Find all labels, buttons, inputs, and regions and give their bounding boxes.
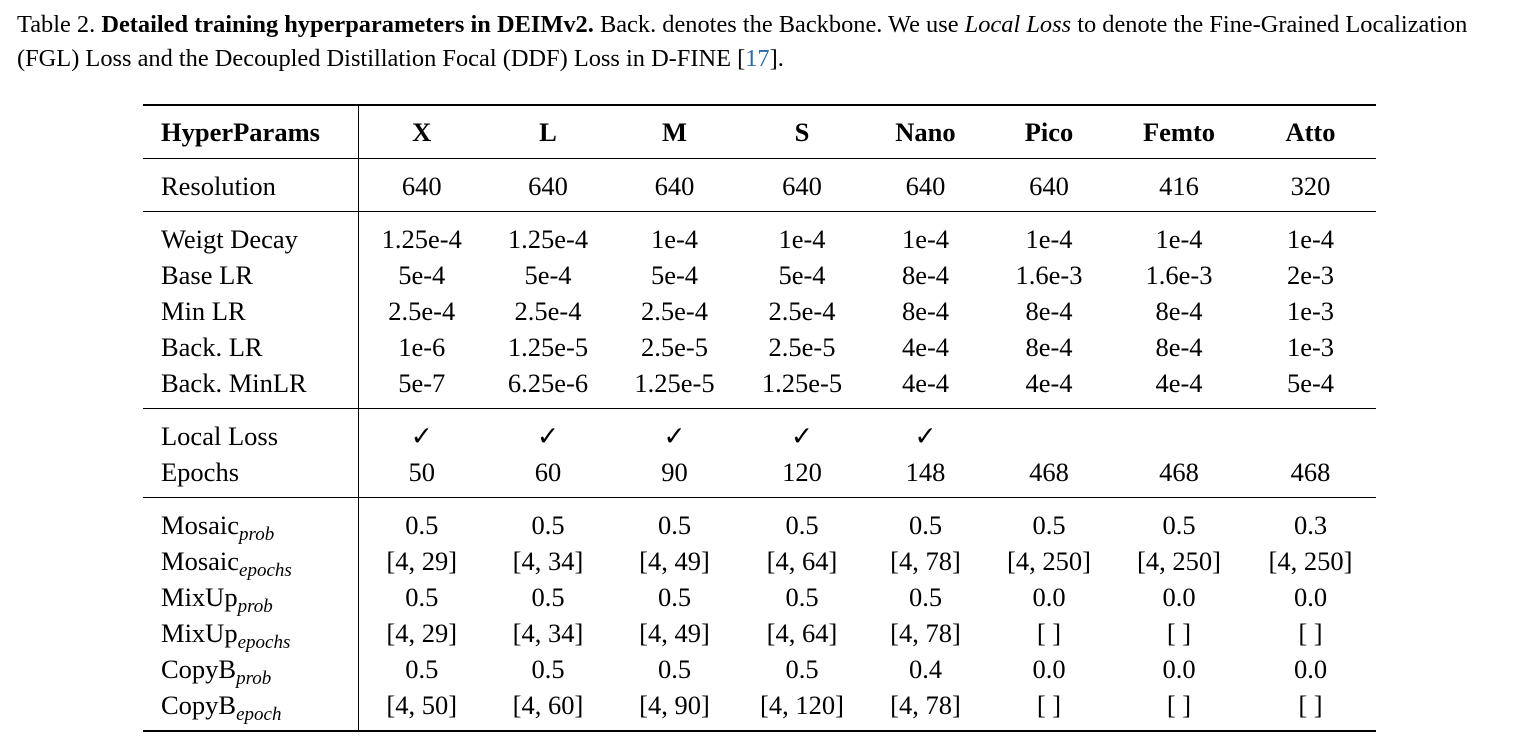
table-cell: 1.6e-3 xyxy=(1145,260,1213,290)
table-cell: [ ] xyxy=(1036,618,1062,648)
table-cell: 640 xyxy=(782,171,822,201)
table-cell: 1e-3 xyxy=(1286,296,1335,326)
table-row xyxy=(143,687,1376,731)
table-cell: [4, 29] xyxy=(386,546,458,576)
row-label xyxy=(143,329,358,365)
row-label-text: CopyB xyxy=(161,654,237,684)
table-cell: [ ] xyxy=(1036,690,1062,720)
table-cell: 640 xyxy=(528,171,568,201)
row-label-text: Epochs xyxy=(161,457,240,487)
table-cell: 640 xyxy=(401,171,442,201)
caption-title: Detailed training hyperparameters in DEIMv2. xyxy=(101,11,594,38)
table-cell: 468 xyxy=(1029,457,1069,487)
header-nano: Nano xyxy=(895,117,956,147)
table-cell: [4, 78] xyxy=(890,690,961,720)
row-label xyxy=(143,543,358,579)
table-cell: 5e-4 xyxy=(778,260,826,290)
table-cell: 0.0 xyxy=(1032,654,1066,684)
row-label-text: MixUp xyxy=(161,618,238,648)
table-cell xyxy=(1245,409,1376,455)
row-label-text: MixUp xyxy=(161,582,238,612)
table-cell: 0.0 xyxy=(1162,582,1196,612)
row-label-text: Resolution xyxy=(161,171,276,201)
table-cell: 0.5 xyxy=(657,582,692,612)
table-cell: 1e-6 xyxy=(398,332,446,362)
table-cell: [4, 250] xyxy=(1137,546,1221,576)
row-label-text: Mosaic xyxy=(161,546,240,576)
table-cell: 2.5e-4 xyxy=(514,296,582,326)
table-cell: 0.5 xyxy=(785,582,819,612)
table-cell: 8e-4 xyxy=(901,260,950,290)
table-cell: 1.25e-5 xyxy=(507,332,589,362)
table-cell: 468 xyxy=(1159,457,1199,487)
table-cell xyxy=(1113,409,1245,455)
table-row xyxy=(143,409,1376,455)
table-cell: 0.0 xyxy=(1293,582,1328,612)
table-row xyxy=(143,615,1376,651)
table-cell xyxy=(985,409,1113,455)
table-cell: 148 xyxy=(905,457,946,487)
table-cell: 8e-4 xyxy=(901,296,950,326)
row-label-text: Weigt Decay xyxy=(161,224,298,254)
table-row xyxy=(143,365,1376,409)
table-cell: 4e-4 xyxy=(901,332,950,362)
table-cell: [ ] xyxy=(1298,618,1323,648)
row-label xyxy=(143,651,358,687)
caption-text-1: Back. denotes the Backbone. We use xyxy=(599,11,959,38)
table-cell: 1e-3 xyxy=(1286,332,1335,362)
table-cell: 5e-4 xyxy=(398,260,446,290)
table-cell: 4e-4 xyxy=(901,368,950,398)
table-cell: 320 xyxy=(1290,171,1331,201)
row-label xyxy=(143,687,358,731)
table-cell: 0.0 xyxy=(1162,654,1196,684)
table-cell: 1e-4 xyxy=(1286,224,1335,254)
table-cell: [4, 78] xyxy=(890,546,961,576)
caption-emphasis: Local Loss xyxy=(964,11,1072,38)
table-cell: 0.5 xyxy=(531,582,565,612)
table-cell: 1.25e-5 xyxy=(634,368,715,398)
table-row xyxy=(143,293,1376,329)
row-label-text: Back. LR xyxy=(161,332,263,362)
table-cell: [4, 34] xyxy=(512,546,584,576)
table-cell: [ ] xyxy=(1166,690,1192,720)
table-cell: [4, 49] xyxy=(639,546,710,576)
table-cell: [4, 64] xyxy=(766,618,838,648)
table-cell: 0.3 xyxy=(1293,510,1328,540)
table-cell: 1.25e-5 xyxy=(761,368,843,398)
table-row xyxy=(143,579,1376,615)
row-label-text: Mosaic xyxy=(161,510,240,540)
row-label-text: Min LR xyxy=(161,296,246,326)
table-row xyxy=(143,257,1376,293)
table-cell: [4, 250] xyxy=(1007,546,1091,576)
table-cell: 640 xyxy=(654,171,695,201)
table-cell: 8e-4 xyxy=(1155,332,1203,362)
hyperparameter-table-container xyxy=(143,104,1376,732)
row-label-subscript: prob xyxy=(239,524,275,545)
table-cell: 2.5e-5 xyxy=(641,332,708,362)
table-row xyxy=(143,543,1376,579)
table-cell: 60 xyxy=(534,457,562,487)
caption-label: Table 2. xyxy=(17,11,96,38)
table-cell: 0.4 xyxy=(908,654,943,684)
table-cell: 0.5 xyxy=(531,654,565,684)
table-cell: 5e-4 xyxy=(1286,368,1335,398)
table-cell: 120 xyxy=(782,457,822,487)
table-cell: 8e-4 xyxy=(1155,296,1203,326)
row-label xyxy=(143,454,358,498)
table-caption xyxy=(17,8,1513,76)
table-cell: 90 xyxy=(661,457,688,487)
table-cell: 0.5 xyxy=(1032,510,1066,540)
table-cell: 0.0 xyxy=(1293,654,1328,684)
table-cell: [4, 64] xyxy=(766,546,838,576)
row-label xyxy=(143,159,358,212)
header-pico: Pico xyxy=(1024,117,1074,147)
table-cell: 640 xyxy=(1029,171,1069,201)
row-label-text: Back. MinLR xyxy=(161,368,307,398)
table-cell: 0.5 xyxy=(405,582,439,612)
table-cell: 8e-4 xyxy=(1025,296,1073,326)
row-label-text: Base LR xyxy=(161,260,253,290)
table-row xyxy=(143,329,1376,365)
table-cell: 4e-4 xyxy=(1025,368,1073,398)
row-label-subscript: prob xyxy=(237,596,273,617)
row-group xyxy=(143,498,1376,732)
table-row xyxy=(143,454,1376,498)
header-l: L xyxy=(539,117,557,147)
table-cell: 0.5 xyxy=(785,510,819,540)
table-cell: 8e-4 xyxy=(1025,332,1073,362)
table-cell: 1.25e-4 xyxy=(381,224,462,254)
table-cell: [4, 90] xyxy=(639,690,710,720)
table-row xyxy=(143,498,1376,544)
header-s: S xyxy=(794,117,810,147)
checkmark-cell: ✓ xyxy=(790,421,814,451)
table-cell: 0.5 xyxy=(908,582,943,612)
table-cell: 0.5 xyxy=(405,510,439,540)
table-cell: 1e-4 xyxy=(650,224,699,254)
row-label-subscript: epochs xyxy=(239,560,292,581)
row-label-text: Local Loss xyxy=(161,421,279,451)
table-cell: [4, 250] xyxy=(1268,546,1353,576)
table-cell: 4e-4 xyxy=(1155,368,1203,398)
table-row xyxy=(143,159,1376,212)
checkmark-cell: ✓ xyxy=(914,421,937,451)
table-cell: 2.5e-4 xyxy=(641,296,708,326)
table-cell: 416 xyxy=(1159,171,1199,201)
header-atto: Atto xyxy=(1285,117,1336,147)
table-cell: 640 xyxy=(905,171,946,201)
row-label xyxy=(143,212,358,258)
table-cell: 1e-4 xyxy=(1155,224,1203,254)
caption-text-2: to denote the Fine-Grained Localization (FGL) Loss and the Decoupled Distillation Focal (DDF) Loss in D-FINE [ xyxy=(17,11,1468,72)
table-cell: 468 xyxy=(1290,457,1331,487)
row-label-subscript: epoch xyxy=(236,704,282,725)
row-label xyxy=(143,257,358,293)
header-hyperparams: HyperParams xyxy=(143,105,358,159)
row-label-subscript: prob xyxy=(236,668,272,689)
row-group xyxy=(143,212,1376,409)
table-cell: 2.5e-4 xyxy=(388,296,456,326)
row-label-text: CopyB xyxy=(161,690,237,720)
header-femto: Femto xyxy=(1142,117,1216,147)
hyperparameter-table xyxy=(143,104,1376,732)
row-label xyxy=(143,365,358,409)
table-row xyxy=(143,651,1376,687)
table-cell: [4, 50] xyxy=(386,690,458,720)
header-m: M xyxy=(661,117,687,147)
header-x: X xyxy=(412,117,432,147)
row-label xyxy=(143,615,358,651)
table-cell: [4, 34] xyxy=(512,618,584,648)
table-cell: 0.5 xyxy=(657,510,692,540)
table-cell: 5e-4 xyxy=(524,260,572,290)
table-cell: 5e-4 xyxy=(650,260,699,290)
table-cell: 2e-3 xyxy=(1286,260,1335,290)
row-label xyxy=(143,579,358,615)
checkmark-cell: ✓ xyxy=(536,421,560,451)
table-cell: 0.5 xyxy=(531,510,565,540)
table-cell: 2.5e-4 xyxy=(768,296,836,326)
table-cell: 0.5 xyxy=(908,510,943,540)
table-cell: 1e-4 xyxy=(1025,224,1073,254)
table-cell: 1e-4 xyxy=(778,224,826,254)
table-cell: [ ] xyxy=(1166,618,1192,648)
caption-text-3: ]. xyxy=(769,45,784,72)
row-group xyxy=(143,409,1376,498)
table-cell: [4, 60] xyxy=(512,690,584,720)
header-row xyxy=(143,105,1376,159)
citation-link[interactable]: 17 xyxy=(745,45,770,72)
row-label xyxy=(143,293,358,329)
table-cell: [4, 120] xyxy=(760,690,844,720)
row-label xyxy=(143,498,358,544)
row-label xyxy=(143,409,358,455)
table-cell: 1.25e-4 xyxy=(507,224,589,254)
table-cell: 1.6e-3 xyxy=(1015,260,1083,290)
table-cell: 50 xyxy=(408,457,435,487)
table-cell: 0.0 xyxy=(1032,582,1066,612)
table-cell: [4, 78] xyxy=(890,618,961,648)
row-group xyxy=(143,159,1376,212)
table-cell: 5e-7 xyxy=(398,368,446,398)
table-cell: 0.5 xyxy=(1162,510,1196,540)
table-cell: 2.5e-5 xyxy=(768,332,836,362)
checkmark-cell: ✓ xyxy=(410,421,433,451)
table-row xyxy=(143,212,1376,258)
row-label-subscript: epochs xyxy=(237,632,291,653)
table-cell: 0.5 xyxy=(657,654,692,684)
table-cell: 0.5 xyxy=(785,654,819,684)
table-cell: 0.5 xyxy=(405,654,439,684)
table-cell: 6.25e-6 xyxy=(507,368,589,398)
table-cell: [ ] xyxy=(1298,690,1323,720)
checkmark-cell: ✓ xyxy=(663,421,686,451)
table-cell: [4, 29] xyxy=(386,618,458,648)
table-cell: 1e-4 xyxy=(901,224,950,254)
table-cell: [4, 49] xyxy=(639,618,710,648)
